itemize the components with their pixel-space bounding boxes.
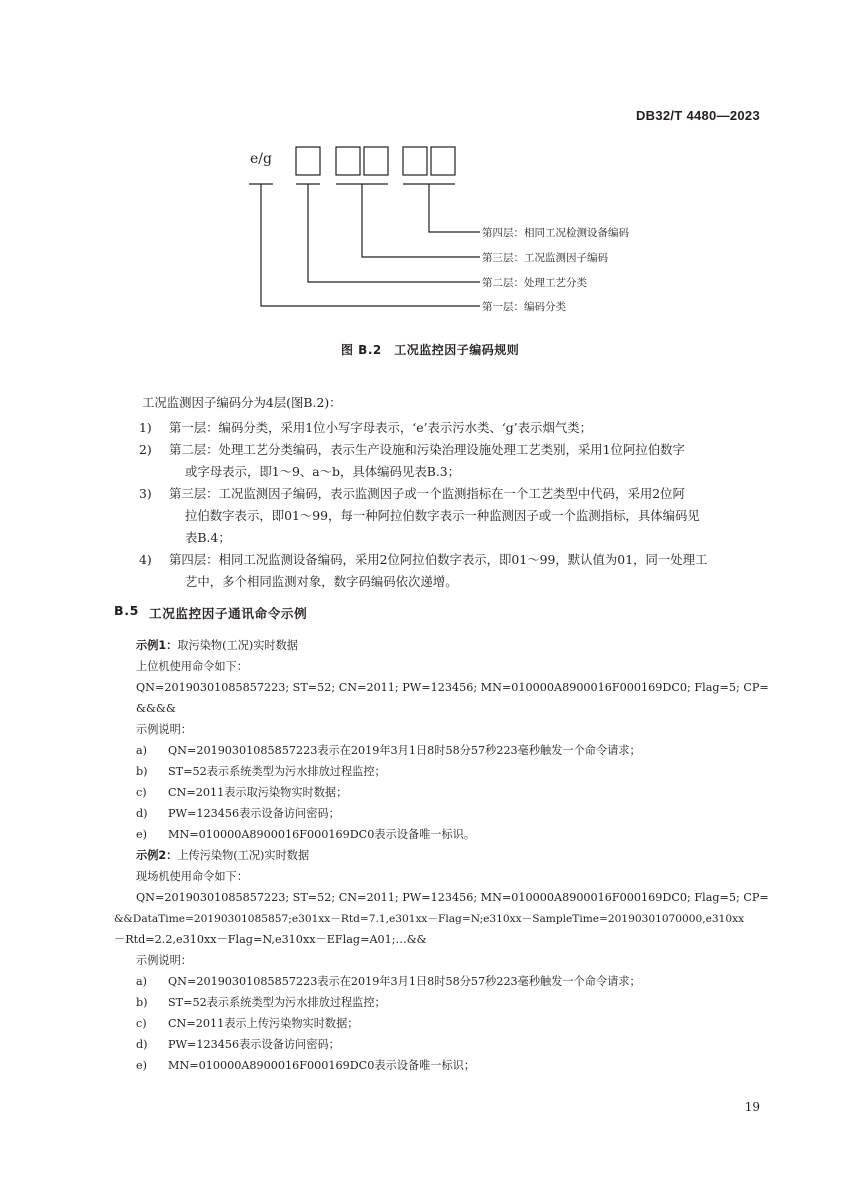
example-2-item-text: ST=52表示系统类型为污水排放过程监控； [168,996,386,1009]
list-item-3-number: 3) [139,486,152,501]
example-1-item-key: e) [136,828,147,841]
example-1-item-key: d) [136,807,148,820]
example-1-item-text: PW=123456表示设备访问密码； [168,807,340,820]
box-layer4-b [431,147,455,175]
example-2-item-text: CN=2011表示上传污染物实时数据； [168,1017,359,1030]
example-2-item-key: c) [136,1017,147,1030]
list-item-3-line: 第三层：工况监测因子编码，表示监测因子或一个监测指标在一个工艺类型中代码，采用2位阿 [169,486,685,501]
example-2-title-text: 上传污染物(工况)实时数据 [177,849,310,862]
list-item-4-number: 4) [139,552,152,567]
example-1-item-key: b) [136,765,148,778]
example-2-item-key: d) [136,1038,148,1051]
example-2-item-text: QN=20190301085857223表示在2019年3月1日8时58分57秒223毫秒触发一个命令请求； [168,975,641,988]
example-2-desc-title: 示例说明： [136,954,192,967]
example-1-title-text: 取污染物(工况)实时数据 [177,639,298,652]
example-1-label: 示例1： [136,639,178,652]
diagram-lines [0,0,850,330]
example-1-item-text: QN=20190301085857223表示在2019年3月1日8时58分57秒223毫秒触发一个命令请求； [168,744,641,757]
leader-layer3 [362,184,480,257]
figure-caption: 图 B.2 工况监控因子编码规则 [341,343,520,357]
example-2-item-text: MN=010000A8900016F000169DC0表示设备唯一标识； [168,1059,476,1072]
leader-layer4 [429,184,480,232]
example-2-label: 示例2： [136,849,178,862]
section-number: B.5 [114,603,139,618]
list-item-2-line: 或字母表示，即1～9、a～b，具体编码见表B.3； [185,464,461,479]
list-item-2-line: 第二层：处理工艺分类编码，表示生产设施和污染治理设施处理工艺类别，采用1位阿拉伯数字 [169,442,685,457]
leader-layer1 [261,184,480,306]
example-1-desc-title: 示例说明： [136,723,192,736]
list-item-3-line: 拉伯数字表示，即01～99，每一种阿拉伯数字表示一种监测因子或一个监测指标，具体编码见 [185,508,700,523]
list-item-2-number: 2) [139,442,152,457]
example-2-command-line: －Rtd=2.2,e310xx－Flag=N,e310xx－EFlag=A01;…&& [114,933,427,946]
prefix-text: e/g [250,151,272,167]
example-1-intro: 上位机使用命令如下： [136,660,248,673]
list-item-4-line: 艺中，多个相同监测对象，数字码编码依次递增。 [185,574,458,589]
example-2-title [136,846,309,866]
example-1-item-text: MN=010000A8900016F000169DC0表示设备唯一标识。 [168,828,476,841]
example-1-item-key: c) [136,786,147,799]
example-1-command-line: QN=20190301085857223; ST=52; CN=2011; PW=123456; MN=010000A8900016F000169DC0; Flag=5; CP= [136,681,769,694]
example-1-item-key: a) [136,744,148,757]
label-layer1: 第一层：编码分类 [482,301,566,313]
document-code: DB32/T 4480—2023 [635,108,760,123]
example-2-item-key: a) [136,975,148,988]
example-2-item-key: e) [136,1059,147,1072]
label-layer3: 第三层：工况监测因子编码 [482,252,608,264]
page-number: 19 [744,1100,760,1114]
box-layer3-b [364,147,388,175]
example-1-command-line: &&&& [136,702,176,715]
box-layer4-a [403,147,427,175]
example-2-intro: 现场机使用命令如下： [136,870,248,883]
example-1-title [136,636,298,656]
leader-layer2 [308,184,480,282]
list-item-3-line: 表B.4； [185,530,231,545]
label-layer4: 第四层：相同工况检测设备编码 [482,227,629,239]
list-item-4-line: 第四层：相同工况监测设备编码，采用2位阿拉伯数字表示，即01～99，默认值为01，同一处理工 [169,552,708,567]
example-2-command-line: &&DataTime=20190301085857;e301xx－Rtd=7.1,e301xx－Flag=N;e310xx－SampleTime=20190301070000,e310xx [114,913,745,925]
example-2-item-text: PW=123456表示设备访问密码； [168,1038,340,1051]
section-title: 工况监控因子通讯命令示例 [149,606,308,621]
example-2-item-key: b) [136,996,148,1009]
list-item-1-line: 第一层：编码分类，采用1位小写字母表示，‘e’表示污水类、‘g’表示烟气类； [169,420,593,435]
box-layer3-a [336,147,360,175]
label-layer2: 第二层：处理工艺分类 [482,277,587,289]
box-layer2 [296,147,320,175]
example-2-command-line: QN=20190301085857223; ST=52; CN=2011; PW=123456; MN=010000A8900016F000169DC0; Flag=5; CP= [136,891,769,904]
list-item-1-number: 1) [139,420,152,435]
example-1-item-text: ST=52表示系统类型为污水排放过程监控； [168,765,386,778]
intro-paragraph: 工况监测因子编码分为4层(图B.2)： [142,395,342,410]
example-1-item-text: CN=2011表示取污染物实时数据； [168,786,348,799]
